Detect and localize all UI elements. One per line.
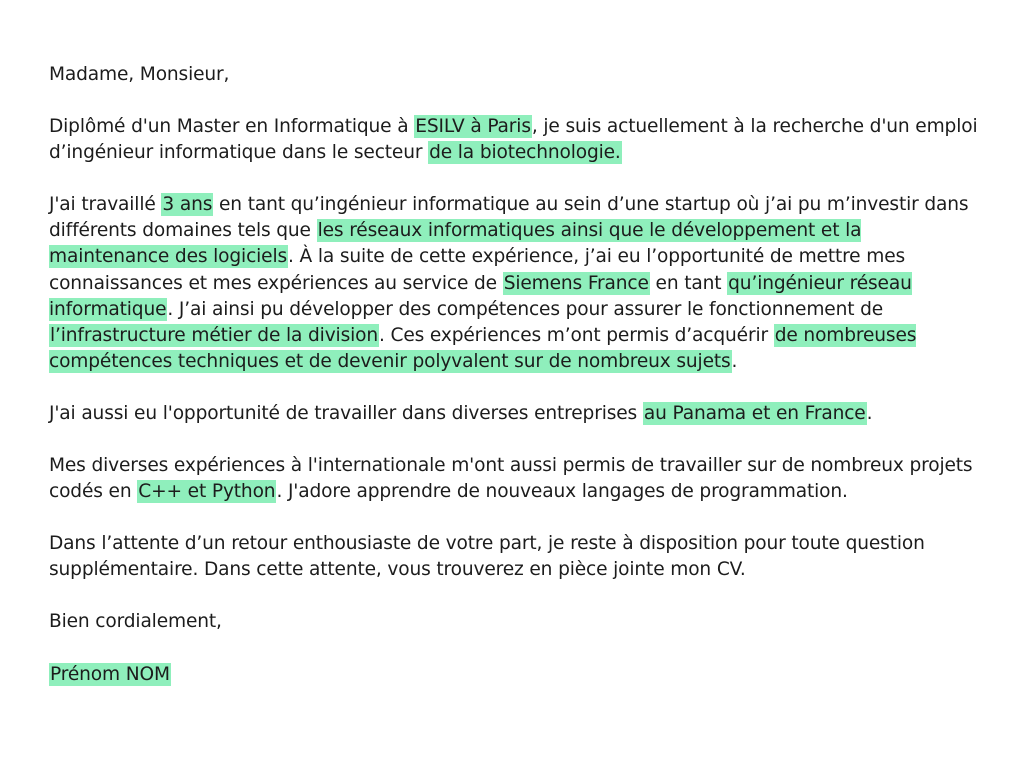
text-span: . — [731, 350, 738, 372]
greeting: Madame, Monsieur, — [49, 64, 230, 85]
highlight-domains: les réseaux informatiques ainsi que le développement et la maintenance des logiciels — [49, 220, 862, 268]
highlight-sector: de la biotechnologie. — [429, 142, 621, 164]
highlight-infrastructure: l’infrastructure métier de la division — [50, 324, 378, 346]
text-span: Mes diverses expériences à l'internationale m'ont aussi permis de travailler sur de nombreux projets codés en — [49, 455, 973, 503]
text-span: . Ces expériences m’ont permis d’acquérir — [378, 324, 774, 346]
text-span: , je suis actuellement à la recherche d'un emploi d’ingénieur informatique dans le secteur — [49, 116, 978, 164]
text-span: en tant — [649, 272, 728, 294]
paragraph-languages — [49, 453, 979, 505]
highlight-company: Siemens France — [503, 272, 649, 294]
highlight-skills: de nombreuses compétences techniques et de devenir polyvalent sur de nombreux sujets — [49, 324, 917, 372]
paragraph-experience — [49, 192, 979, 375]
paragraph-conclusion — [49, 531, 979, 583]
highlight-languages: C++ et Python — [138, 481, 276, 503]
text-span: . J'adore apprendre de nouveaux langages de programmation. — [276, 481, 848, 503]
text-span: Diplômé d'un Master en Informatique à — [49, 116, 415, 138]
text-span: J'ai aussi eu l'opportunité de travailler dans diverses entreprises — [49, 402, 643, 424]
highlight-role: qu’ingénieur réseau informatique — [49, 272, 912, 320]
text-span: Dans l’attente d’un retour enthousiaste de votre part, je reste à disposition pour toute question supplémentaire. Dans cette attente, vous trouverez en pièce jointe mon CV. — [49, 533, 925, 581]
highlight-duration: 3 ans — [162, 194, 213, 216]
highlight-school: ESILV à Paris — [415, 116, 531, 138]
paragraph-international — [49, 401, 979, 427]
highlight-signature: Prénom NOM — [50, 663, 170, 685]
highlight-countries: au Panama et en France — [643, 402, 866, 424]
text-span: J'ai travaillé — [49, 194, 162, 216]
paragraph-education — [49, 114, 979, 166]
text-span: . À la suite de cette expérience, j’ai eu l’opportunité de mettre mes connaissances et mes expériences au service de — [49, 246, 906, 294]
text-span: . — [866, 402, 873, 424]
closing: Bien cordialement, — [49, 611, 222, 633]
signature — [49, 662, 979, 688]
cover-letter — [49, 62, 979, 714]
text-span: en tant qu’ingénieur informatique au sein d’une startup où j’ai pu m’investir dans différents domaines tels que — [49, 194, 969, 242]
text-span: . J’ai ainsi pu développer des compétences pour assurer le fonctionnement de — [167, 298, 884, 320]
